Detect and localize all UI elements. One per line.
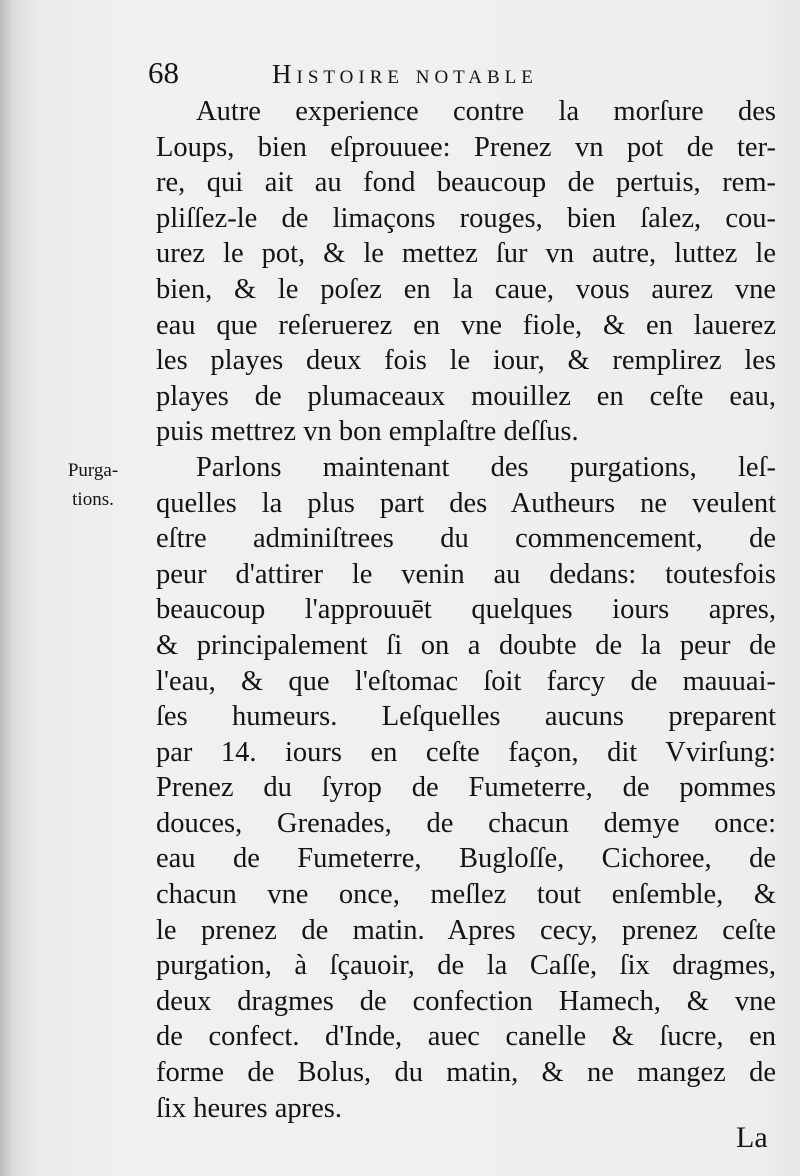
text-line: & principalement ſi on a doubte de la peur de: [156, 629, 776, 661]
text-line: de confect. d'Inde, auec canelle & ſucre, en: [156, 1021, 776, 1053]
text-line: ſes humeurs. Leſquelles aucuns preparent: [156, 701, 776, 733]
text-line: re, qui ait au fond beaucoup de pertuis, rem-: [156, 167, 776, 199]
body-text: [156, 94, 776, 1126]
text-line: par 14. iours en ceſte façon, dit Vvirſung:: [156, 736, 776, 768]
text-line: purgation, à ſçauoir, de la Caſſe, ſix dragmes,: [156, 950, 776, 982]
text-line: Autre experience contre la morſure des: [196, 96, 776, 127]
margin-note: [48, 456, 138, 514]
text-line: le prenez de matin. Apres cecy, prenez ceſte: [156, 914, 776, 946]
text-line: peur d'attirer le venin au dedans: toutesfois: [156, 558, 776, 590]
text-line: urez le pot, & le mettez ſur vn autre, luttez le: [156, 238, 776, 270]
text-line: puis mettrez vn bon emplaſtre deſſus.: [156, 416, 579, 448]
margin-note-line: tions.: [72, 489, 114, 510]
margin-note-line: Purga-: [67, 460, 119, 481]
page-header: [148, 56, 708, 90]
text-line: chacun vne once, meſlez tout enſemble, &: [156, 879, 776, 911]
text-line: eau de Fumeterre, Bugloſſe, Cichoree, de: [156, 843, 776, 875]
text-line: eſtre adminiſtrees du commencement, de: [156, 523, 776, 555]
text-line: l'eau, & que l'eſtomac ſoit farcy de mauuai-: [156, 665, 776, 697]
running-title: Histoire notable: [272, 59, 538, 89]
catchword: La: [736, 1121, 768, 1154]
text-line: playes de plumaceaux mouillez en ceſte eau,: [156, 380, 776, 412]
text-line: forme de Bolus, du matin, & ne mangez de: [156, 1057, 776, 1089]
text-line: Prenez du ſyrop de Fumeterre, de pommes: [156, 772, 776, 804]
text-line: eau que reſeruerez en vne fiole, & en lauerez: [156, 309, 776, 341]
text-line: douces, Grenades, de chacun demye once:: [156, 807, 776, 839]
text-line: Parlons maintenant des purgations, leſ-: [196, 451, 776, 483]
page-gutter-shadow: [0, 0, 14, 1176]
text-line: beaucoup l'approuuēt quelques iours apres,: [156, 594, 776, 626]
text-line: ſix heures apres.: [156, 1092, 342, 1124]
page-number: 68: [148, 55, 179, 90]
text-line: pliſſez-le de limaçons rouges, bien ſalez, cou-: [156, 202, 776, 234]
text-line: bien, & le poſez en la caue, vous aurez vne: [156, 273, 776, 305]
text-line: Loups, bien eſprouuee: Prenez vn pot de ter-: [156, 131, 776, 163]
text-line: quelles la plus part des Autheurs ne veulent: [156, 487, 776, 519]
text-line: les playes deux fois le iour, & remplirez les: [156, 345, 776, 377]
text-line: deux dragmes de confection Hamech, & vne: [156, 985, 776, 1017]
